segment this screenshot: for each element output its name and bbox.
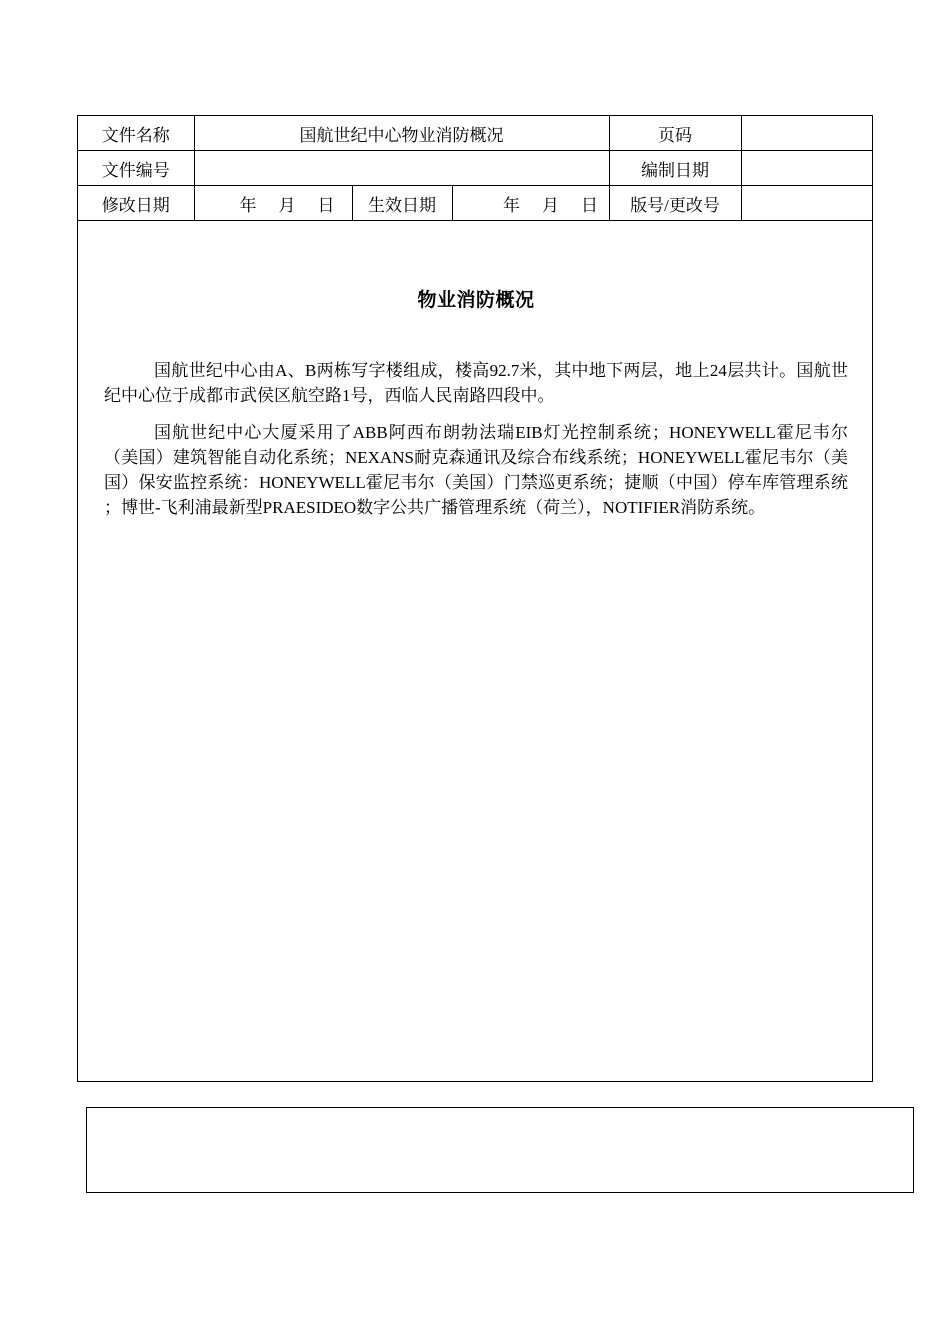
file-name-value: 国航世纪中心物业消防概况 (194, 116, 609, 151)
document-title: 物业消防概况 (417, 289, 535, 311)
effective-date-year: 年 (503, 195, 520, 215)
page-value (741, 116, 872, 151)
modify-date-month: 月 (278, 195, 296, 215)
header-row-dates (78, 186, 872, 221)
compile-date-label: 编制日期 (609, 151, 741, 186)
document-body (78, 285, 872, 520)
file-number-label: 文件编号 (78, 151, 194, 186)
effective-date-label: 生效日期 (352, 186, 452, 221)
modify-date-value (194, 186, 352, 221)
file-number-value (194, 151, 609, 186)
modify-date-label: 修改日期 (78, 186, 194, 221)
footer-box (86, 1107, 914, 1193)
header-row-file-number (78, 151, 872, 186)
body-paragraph-location: 国航世纪中心由A、B两栋写字楼组成，楼高92.7米，其中地下两层，地上24层共计。国航世纪中心位于成都市武侯区航空路1号，西临人民南路四段中。 (104, 361, 848, 405)
body-paragraph-systems: 国航世纪中心大厦采用了ABB阿西布朗勃法瑞EIB灯光控制系统；HONEYWELL霍尼韦尔（美国）建筑智能自动化系统；NEXANS耐克森通讯及综合布线系统；HONEYWELL霍尼韦尔（美国）保安监控系统：HONEYWELL霍尼韦尔（美国）门禁巡更系统；捷顺（中国）停车库管理系统 ；博世-飞利浦最新型PRAESIDEO数字公共广播管理系统（荷兰），NOTIFIER消防系统。 (104, 423, 848, 517)
modify-date-year: 年 (239, 195, 257, 215)
modify-date-day: 日 (317, 195, 335, 215)
effective-date-value (452, 186, 609, 221)
page-label: 页码 (609, 116, 741, 151)
version-label: 版号/更改号 (609, 186, 741, 221)
document-header-table (78, 116, 872, 221)
header-row-file-name (78, 116, 872, 151)
effective-date-month: 月 (542, 195, 559, 215)
effective-date-day: 日 (581, 195, 598, 215)
version-value (741, 186, 872, 221)
document-sheet (77, 115, 873, 1082)
compile-date-value (741, 151, 872, 186)
file-name-label: 文件名称 (78, 116, 194, 151)
